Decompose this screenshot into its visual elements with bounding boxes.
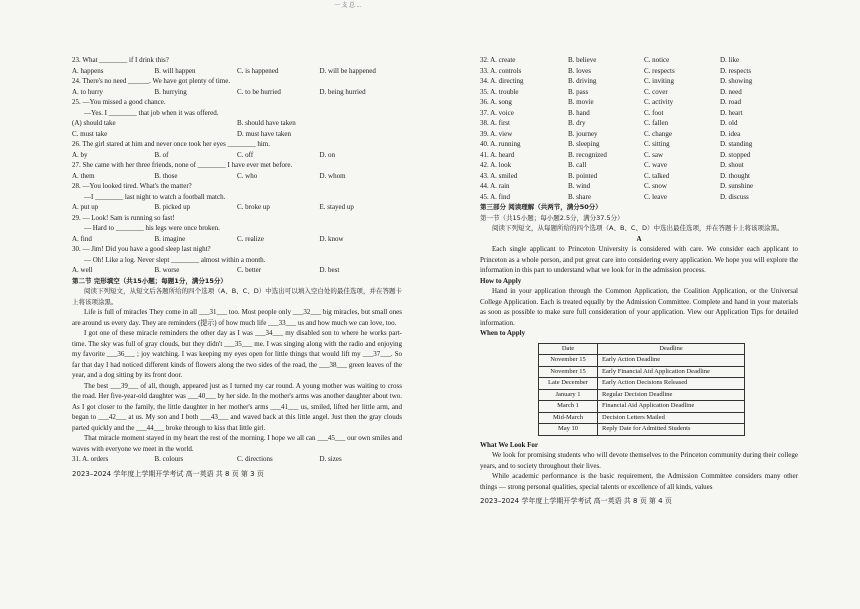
option: C. directions	[237, 455, 273, 463]
option: 36. A. song	[480, 98, 512, 106]
section2-instructions: 阅读下列短文，从短文后各题所给的四个选项（A、B、C、D）中选出可以填入空白处的最佳选项，并在答题卡上将该项涂黑。	[72, 287, 402, 306]
date-cell: January 1	[539, 389, 598, 401]
option: 34. A. directing	[480, 77, 524, 85]
date-cell: November 15	[539, 366, 598, 378]
q26-options	[72, 150, 402, 161]
option: 33. A. controls	[480, 66, 522, 75]
deadline-table	[538, 343, 745, 436]
question-29: 29. — Look! Sam is running so fast!	[72, 213, 175, 222]
cloze-options-list	[480, 55, 798, 202]
option: B. imagine	[154, 234, 186, 243]
option: C. is happened	[237, 66, 279, 75]
table-header-row	[539, 343, 745, 355]
cloze-paragraph-3: The best ___39___ of all, though, appeared just as I turned my car round. A young mother was waiting to cross the road. Her five-year-old daughter was ___40___ by her side. In the mother's arms was another daughter about two. As I got closer to the family, the little daughter in her mother's arms ___41___ us, smiled, lifted her little arm, and began to ___42___ at us. My son and I both ___43___ and waved back at this little angel. Just then the gray clouds parted quickly and the ___44___ broke through to kiss that little girl.	[72, 381, 402, 432]
option: B. hand	[568, 108, 590, 117]
cloze-option-row	[480, 97, 798, 108]
option: C. leave	[644, 192, 667, 201]
question-27: 27. She came with her three friends, none of ________ I have ever met before.	[72, 161, 293, 169]
how-to-apply-heading: How to Apply	[480, 276, 522, 285]
option: C. fallen	[644, 119, 669, 127]
q30-options	[72, 265, 402, 276]
option: B. sleeping	[568, 140, 600, 148]
option: D. whom	[319, 171, 346, 180]
cloze-option-row	[480, 76, 798, 87]
option: B. picked up	[154, 203, 191, 211]
option: 35. A. trouble	[480, 87, 519, 96]
option: A. by	[72, 150, 88, 159]
q31-options	[72, 454, 402, 465]
cloze-option-row	[480, 171, 798, 182]
option: A. to hurry	[72, 87, 103, 96]
option: 43. A. smiled	[480, 171, 518, 180]
option: B. call	[568, 161, 587, 169]
table-row	[539, 366, 745, 378]
table-row	[539, 355, 745, 367]
option: B. worse	[154, 266, 180, 274]
option: B. driving	[568, 77, 597, 85]
option: D. thought	[720, 171, 750, 180]
option: C. snow	[644, 182, 667, 190]
cloze-option-row	[480, 150, 798, 161]
q23-options	[72, 66, 402, 77]
table-row	[539, 401, 745, 413]
how-to-apply-text: Hand in your application through the Common Application, the Coalition Application, or the Universal College Application. Each is treated equally by the Admission Committee. Complete and hand in your materials as soon as possible to make sure full consideration of your application. View our Application Tips for detailed information.	[480, 287, 798, 327]
cloze-paragraph-4: That miracle moment stayed in my heart the rest of the morning. I hope we all can ___45___ our own smiles and waves with everyone we meet in the world.	[72, 434, 402, 453]
option: B. dry	[568, 119, 586, 127]
option: B. movie	[568, 98, 594, 106]
option: D. know	[319, 234, 344, 243]
option: C. saw	[644, 150, 664, 159]
option: C. respects	[644, 66, 675, 75]
option: B. loves	[568, 66, 591, 75]
option: D. showing	[720, 77, 753, 85]
option: C. change	[644, 129, 672, 138]
deadline-cell: Early Action Decisions Released	[598, 378, 745, 390]
option: A. them	[72, 171, 95, 180]
deadline-cell: Early Financial Aid Application Deadline	[598, 366, 745, 378]
page-footer-right: 2023–2024 学年度上学期开学考试 高一英语 共 8 页 第 4 页	[480, 497, 672, 505]
option: A. find	[72, 234, 92, 243]
question-24: 24. There's no need ______. We have got plenty of time.	[72, 77, 231, 85]
option: A. put up	[72, 203, 99, 211]
option: D. old	[720, 119, 738, 127]
option: C. realize	[237, 234, 264, 243]
question-29-line2: — Hard to ________ his legs were once broken.	[84, 224, 220, 232]
cloze-option-row	[480, 192, 798, 203]
cloze-option-row	[480, 118, 798, 129]
option: E. stayed up	[319, 203, 354, 211]
cloze-option-row	[480, 108, 798, 119]
question-26: 26. The girl stared at him and never once took her eyes ________ him.	[72, 140, 270, 148]
q29-options	[72, 234, 402, 245]
page-footer-left: 2023–2024 学年度上学期开学考试 高一英语 共 8 页 第 3 页	[72, 469, 264, 478]
question-25-line2: —Yes. I ________ that job when it was offered.	[84, 108, 219, 117]
cloze-option-row	[480, 87, 798, 98]
q28-options	[72, 202, 402, 213]
option: B. colours	[154, 455, 184, 463]
question-30-line2: — Oh! Like a log. Never slept ________ almost within a month.	[84, 255, 266, 264]
option: A. happens	[72, 66, 104, 75]
deadline-cell: Reply Date for Admitted Students	[598, 424, 745, 436]
date-cell: November 15	[539, 355, 598, 367]
option: B. share	[568, 192, 591, 201]
option: C. better	[237, 266, 262, 274]
option: C. foot	[644, 108, 664, 117]
question-28: 28. —You looked tired. What's the matter?	[72, 182, 192, 190]
option: D. discuss	[720, 192, 749, 201]
date-cell: Late December	[539, 378, 598, 390]
section2-title: 第二节 完形填空（共15小题；每题1分，满分15分）	[72, 276, 227, 285]
option: B. believe	[568, 56, 597, 64]
what-we-look-for-heading: What We Look For	[480, 440, 539, 449]
section1-instructions: 阅读下列短文，从每题所给的四个选项（A、B、C、D）中选出最佳选项，并在答题卡上将该项涂黑。	[492, 224, 784, 232]
date-cell: May 10	[539, 424, 598, 436]
option: B. hurrying	[154, 87, 187, 96]
q25-options-b	[72, 129, 402, 140]
option: C. sitting	[644, 140, 670, 148]
option: C. broke up	[237, 203, 270, 211]
table-row	[539, 378, 745, 390]
top-mark: 一 支 总 ...	[334, 3, 362, 9]
option: D. being hurried	[319, 87, 366, 96]
option: D. idea	[720, 129, 741, 138]
deadline-cell: Regular Decision Deadline	[598, 389, 745, 401]
deadline-cell: Decision Letters Mailed	[598, 412, 745, 424]
option: C. activity	[644, 98, 674, 106]
table-row	[539, 424, 745, 436]
deadline-cell: Early Action Deadline	[598, 355, 745, 367]
when-to-apply-heading: When to Apply	[480, 329, 526, 337]
cloze-option-row	[480, 129, 798, 140]
option: B. of	[154, 150, 169, 159]
part3-title: 第三部分 阅读理解（共两节，满分50分）	[480, 203, 602, 211]
option: B. journey	[568, 129, 598, 138]
date-cell: March 1	[539, 401, 598, 413]
option: 42. A. look	[480, 161, 512, 169]
option: D. must have taken	[237, 129, 292, 138]
option: 44. A. rain	[480, 182, 510, 190]
cloze-option-row	[480, 181, 798, 192]
table-header-deadline: Deadline	[598, 343, 745, 355]
option: C. off	[237, 150, 254, 159]
what-we-look-for-p1: We look for promising students who will devote themselves to the Princeton community during their college years, and to society throughout their lives.	[480, 451, 798, 470]
passage-intro: Each single applicant to Princeton University is considered with care. We consider each applicant to Princeton as a whole person, and put great care into considering every application. We hope you will explore the information in this part to understand what we look for in the admission process.	[480, 245, 798, 274]
option: D. sizes	[319, 455, 342, 463]
option: B. pass	[568, 87, 589, 96]
option: 39. A. view	[480, 129, 513, 138]
option: C. cover	[644, 87, 668, 96]
option: C. notice	[644, 56, 670, 64]
option: D. heart	[720, 108, 743, 117]
option: D. stopped	[720, 150, 751, 159]
option: D. respects	[720, 66, 752, 75]
option: B. will happen	[154, 66, 196, 75]
option: 37. A. voice	[480, 108, 514, 117]
option: A. well	[72, 266, 93, 274]
question-25: 25. —You missed a good chance.	[72, 98, 166, 106]
option: D. will be happened	[319, 66, 376, 75]
date-cell: Mid-March	[539, 412, 598, 424]
q27-options	[72, 171, 402, 182]
question-23: 23. What ________ if I drink this?	[72, 56, 169, 64]
option: C. who	[237, 171, 258, 180]
option: (A) should take	[72, 119, 116, 127]
option: B. wind	[568, 182, 591, 190]
q24-options	[72, 87, 402, 98]
option: 32. A. create	[480, 56, 516, 64]
table-row	[539, 412, 745, 424]
option: D. shout	[720, 161, 744, 169]
section1-title: 第一节（共15小题；每小题2.5分，满分37.5分）	[480, 213, 624, 222]
right-page	[480, 55, 798, 507]
question-30: 30. — Jim! Did you have a good sleep last night?	[72, 245, 211, 253]
option: D. need	[720, 87, 742, 96]
option: C. wave	[644, 161, 667, 169]
option: D. road	[720, 98, 741, 106]
option: D. best	[319, 266, 340, 274]
question-28-line2: —I ________ last night to watch a football match.	[84, 192, 226, 201]
cloze-paragraph-2: I got one of these miracle reminders the other day as I was ___34___ my disabled son to where he works part-time. The sky was full of gray clouds, but they didn't ___35___ me. I was singing along with the radio and enjoying my favorite ___36___ ; joy watching. I was keeping my eyes open for little things that would lift my ___37___. So far that day I had noticed different kinds of flowers along the two sides of the road, the ___38___ green leaves of the year, and a dog sitting by its front door.	[72, 329, 402, 379]
option: 40. A. running	[480, 140, 521, 148]
option: B. pointed	[568, 171, 598, 180]
option: C. to be hurried	[237, 87, 281, 96]
option: 38. A. first	[480, 119, 510, 127]
option: C. inviting	[644, 77, 674, 85]
option: 45. A. find	[480, 192, 510, 201]
cloze-option-row	[480, 66, 798, 77]
option: D. on	[319, 150, 336, 159]
left-page	[72, 55, 402, 479]
option: C. talked	[644, 171, 670, 180]
table-row	[539, 389, 745, 401]
cloze-option-row	[480, 55, 798, 66]
table-header-date: Date	[539, 343, 598, 355]
what-we-look-for-p2: While academic performance is the basic requirement, the Admission Committee considers many other things — strong personal qualities, special talents or excellence of all kinds, values	[480, 472, 798, 491]
option: B. those	[154, 171, 178, 180]
option: D. like	[720, 56, 740, 64]
option: D. sunshine	[720, 182, 754, 190]
q25-options-a	[72, 118, 402, 129]
option: 41. A. heard	[480, 150, 515, 159]
option: 31. A. orders	[72, 455, 109, 463]
option: B. recognized	[568, 150, 607, 159]
passage-letter: A	[636, 234, 642, 243]
deadline-cell: Financial Aid Application Deadline	[598, 401, 745, 413]
cloze-paragraph-1: Life is full of miracles They come in all ___31___ too. Most people only ___32___ big miracles, but small ones are around us every day. They are reminders (提示) of how much life ___33___ us and how much we can love, too.	[72, 308, 402, 327]
option: C. must take	[72, 129, 108, 138]
cloze-option-row	[480, 160, 798, 171]
cloze-option-row	[480, 139, 798, 150]
option: D. standing	[720, 140, 753, 148]
option: B. should have taken	[237, 119, 296, 127]
